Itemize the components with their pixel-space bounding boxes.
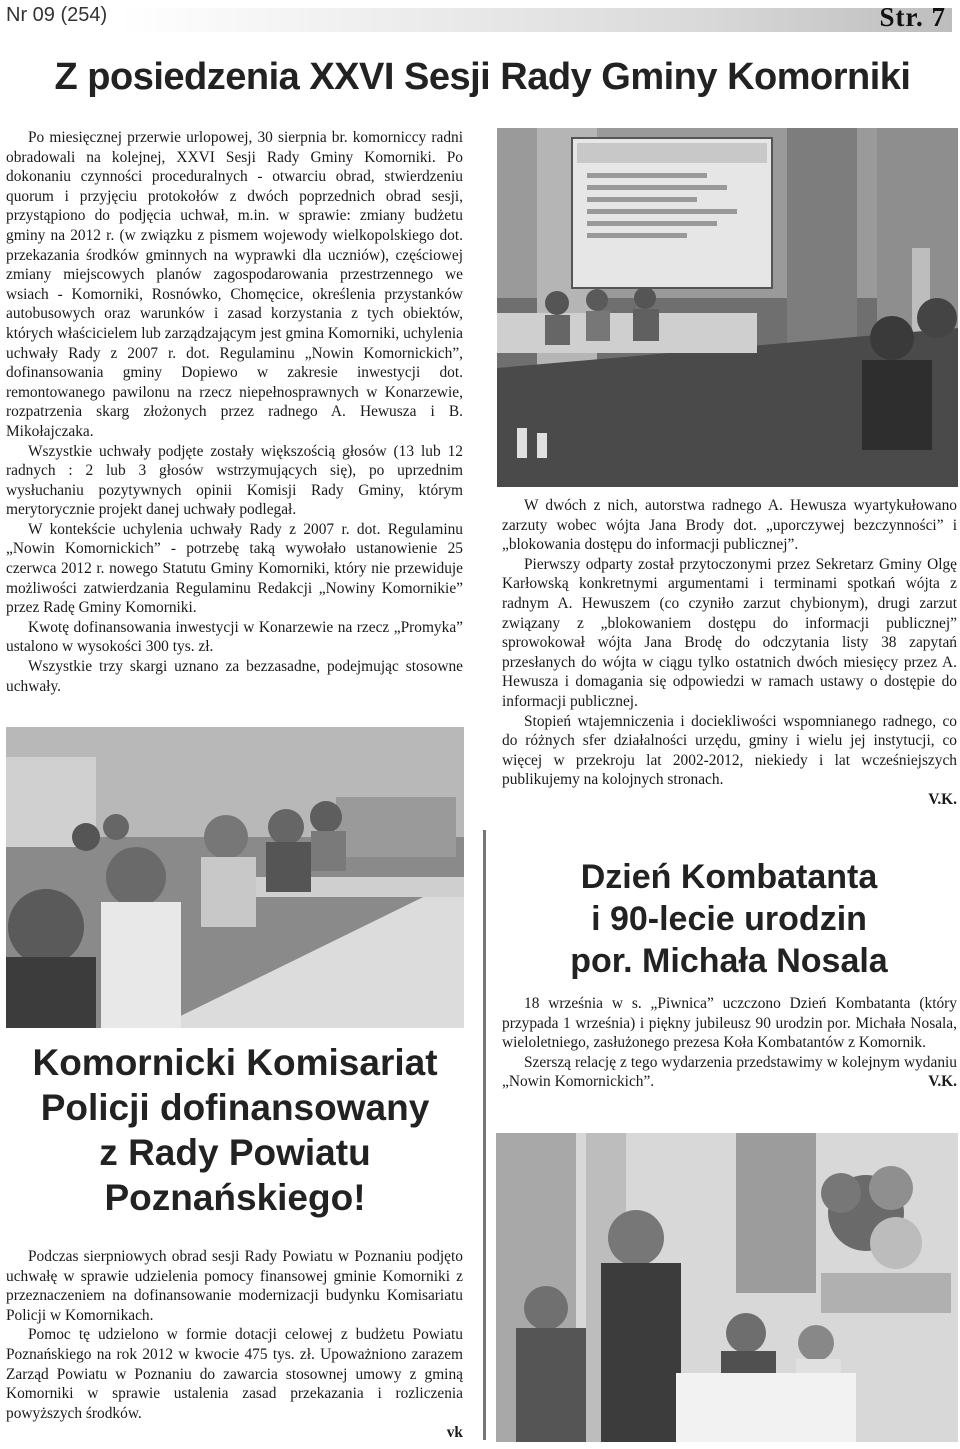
article-paragraph [502,1053,957,1092]
article-paragraph: Podczas sierpniowych obrad sesji Rady Powiatu w Poznaniu podjęto uchwałę w sprawie udzielenia pomocy finansowej gminie Komorniki z przeznaczeniem na dofinansowanie modernizacji budynku Komisariatu Policji w Komornikach. [6,1248,463,1324]
session-room-photo [497,128,958,487]
title-line: Komornicki Komisariat [32,1042,438,1083]
veteran-photo [496,1133,958,1442]
title-line: i 90-lecie urodzin [591,900,867,938]
title-line: por. Michała Nosala [570,942,888,980]
article-left-column [6,128,463,696]
article-paragraph: Wszystkie trzy skargi uznano za bezzasadne, podejmując stosowne uchwały. [6,658,463,695]
paragraph-text: Szerszą relację z tego wydarzenia przedstawimy w kolejnym wydaniu „Nowin Komornickich”. [502,1053,957,1091]
article-signature: V.K. [928,790,957,808]
article-paragraph: Wszystkie uchwały podjęte zostały większością głosów (13 lub 12 radnych : 2 lub 3 głosów wstrzymujących się), po uprzednim wysłuchaniu pozytywnych opinii Komisji Rady Gminy, którym merytorycznie projekt danej uchwały podlegał. [6,442,463,519]
police-article-title [6,1040,464,1220]
article-paragraph: Pomoc tę udzielono w formie dotacji celowej z budżetu Powiatu Poznańskiego na rok 2012 w kwocie 475 tys. zł. Upoważniono zarazem Zarząd Powiatu w Poznaniu do zawarcia stosownej umowy z gminą Komorniki w sprawie ustalenia zasad przekazania i rozliczenia powyższych środków. [6,1326,463,1422]
article-signature: V.K. [928,1073,957,1091]
article-paragraph: Po miesięcznej przerwie urlopowej, 30 sierpnia br. komorniccy radni obradowali na kolejnej, XXVI Sesji Rady Gminy Komorniki. Po dokonaniu czynności proceduralnych - otwarciu obrad, stwierdzeniu quorum i przyjęciu protokołów z dwóch poprzednich obrad sesji, przystąpiono do podjęcia uchwał, m.in. w sprawie: zmiany budżetu gminy na 2012 r. (w związku z pismem wojewody wielkopolskiego dot. przekazania środków gminnych na wyprawki dla uczniów), częściowej zmiany miejscowych planów zagospodarowania przestrzennego we wsiach - Komorniki, Rosnówko, Chomęcice, określenia przystanków autobusowych oraz warunków i zasad korzystania z tych obiektów, których właścicielem lub zarządzającym jest gmina Komorniki, uchylenia uchwały Rady z 2007 r. dot. Regulaminu „Nowin Komornickich”, dofinansowania gminy Dopiewo w zakresie inwestycji dot. remontowanego pawilonu na rzecz niepełnosprawnych w Konarzewie, rozpatrzenia skarg złożonych przez radnego A. Hewusza i B. Mikołajczaka. [6,129,463,440]
councillors-photo [6,727,464,1028]
veteran-article-title [500,856,958,982]
column-divider [483,830,486,1440]
page-number: Str. 7 [879,2,946,32]
article-right-column [502,496,957,810]
title-line: Poznańskiego! [104,1177,366,1218]
title-line: Dzień Kombatanta [580,858,878,896]
page-title: Z posiedzenia XXVI Sesji Rady Gminy Komorniki [54,56,911,98]
article-paragraph: Pierwszy odparty został przytoczonymi przez Sekretarz Gminy Olgę Karłowską konkretnymi argumentami i terminami spotkań wójta z radnym A. Hewuszem (co czyniło zarzut chybionym), drugi zarzut związany z „blokowaniem dostępu do informacji publicznej” sprowokował wójta Jana Brodę do odczytania listy 38 zapytań przesłanych do wójta w ciągu tylko ostatnich dwóch miesięcy przez A. Hewusza i domagania się odpowiedzi w ramach ustawy o dostępie do informacji publicznej. [502,555,957,710]
article-paragraph: 18 września w s. „Piwnica” uczczono Dzień Kombatanta (który przypada 1 września) i piękny jubileusz 90 urodzin por. Michała Nosala, wieloletniego, zasłużonego prezesa Koła Kombatantów z Komornik. [502,995,957,1052]
header-bar [120,8,952,32]
issue-number: Nr 09 (254) [6,4,108,26]
article-signature: vk [446,1424,463,1442]
article-paragraph: Kwotę dofinansowania inwestycji w Konarzewie na rzecz „Promyka” ustalono w wysokości 300 tys. zł. [6,618,463,656]
article-paragraph: W dwóch z nich, autorstwa radnego A. Hewusza wyartykułowano zarzuty wobec wójta Jana Brody dot. „uporczywej bezczynności” i „blokowania dostępu do informacji publicznej”. [502,497,957,554]
title-line: z Rady Powiatu [99,1132,371,1173]
veteran-article-body [502,994,957,1092]
article-paragraph: Stopień wtajemniczenia i dociekliwości wspomnianego radnego, co do różnych sfer działalności urzędu, gminy i wielu jej instytucji, co więcej w przekroju lat 2002-2012, niekiedy i lat wcześniejszych publikujemy na kolojnych stronach. [502,712,957,789]
title-line: Policji dofinansowany [40,1087,430,1128]
article-paragraph: W kontekście uchylenia uchwały Rady z 2007 r. dot. Regulaminu „Nowin Komornickich” - potrzebę taką wywołało ustanowienie 25 czerwca 2012 r. nowego Statutu Gminy Komorniki, który nie przewiduje możliwości zatwierdzania Regulaminu Redakcji „Nowiny Komornikie” przez Radę Gminy Komorniki. [6,520,463,617]
police-article-body [6,1247,463,1443]
